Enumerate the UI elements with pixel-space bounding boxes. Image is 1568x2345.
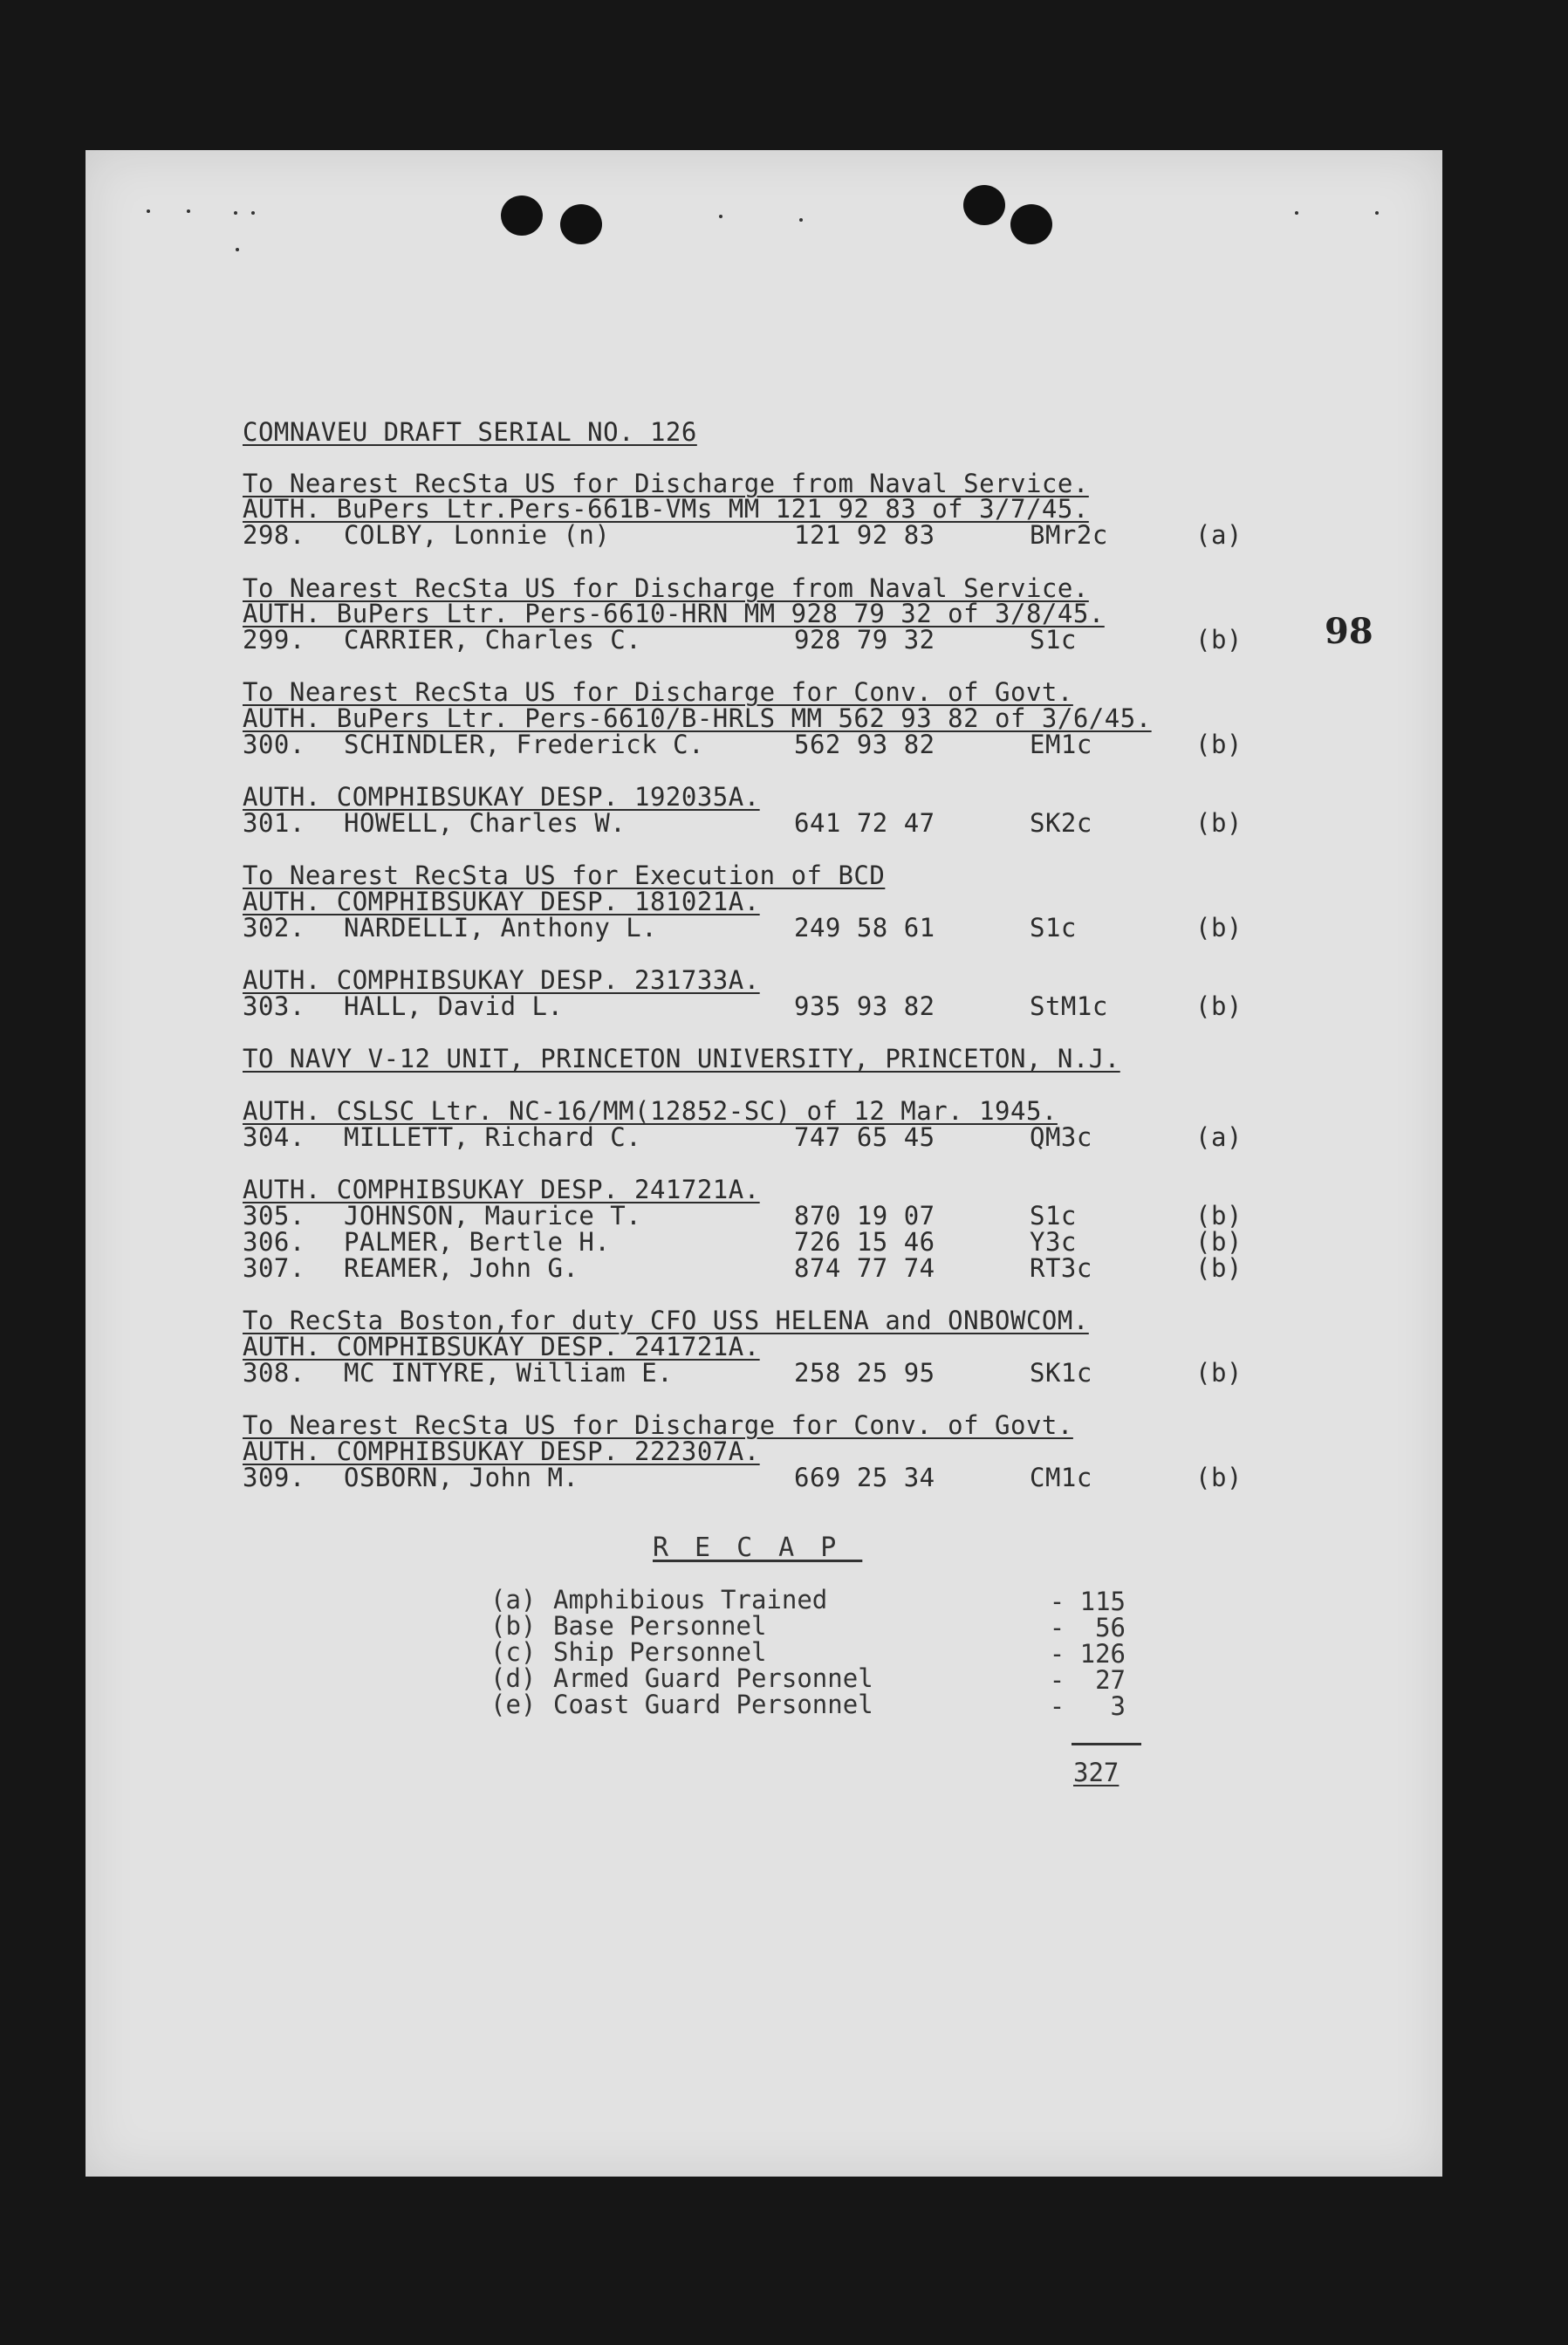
punch-hole — [501, 195, 543, 236]
recap-label: Amphibious Trained — [553, 1585, 828, 1615]
recap-label: Base Personnel — [553, 1611, 767, 1641]
section-auth: AUTH. BuPers Ltr. Pers-6610-HRN MM 928 79 32 of 3/8/45. — [243, 599, 1105, 628]
recap-label: Armed Guard Personnel — [553, 1663, 873, 1693]
punch-hole — [560, 204, 602, 244]
entry-rate: RT3c — [1030, 1253, 1092, 1283]
entry-service-number: 249 58 61 — [794, 913, 935, 943]
section-heading: To RecSta Boston,for duty CFO USS HELENA and ONBOWCOM. — [243, 1306, 1089, 1335]
section-heading: To Nearest RecSta US for Discharge from Naval Service. — [243, 573, 1089, 603]
entry-name: REAMER, John G. — [344, 1253, 579, 1283]
total-rule — [1072, 1743, 1141, 1745]
entry-class: (b) — [1195, 730, 1243, 759]
entry-name: SCHINDLER, Frederick C. — [344, 730, 705, 759]
recap-value: - 115 — [1049, 1587, 1126, 1616]
recap-code: (e) — [490, 1690, 537, 1719]
entry-class: (b) — [1195, 1253, 1243, 1283]
entry-rate: StM1c — [1030, 991, 1108, 1021]
entry-number: 305. — [243, 1201, 305, 1231]
section-heading: TO NAVY V-12 UNIT, PRINCETON UNIVERSITY, PRINCETON, N.J. — [243, 1044, 1120, 1073]
section-auth: AUTH. COMPHIBSUKAY DESP. 241721A. — [243, 1175, 760, 1204]
recap-code: (a) — [490, 1585, 537, 1615]
entry-name: HOWELL, Charles W. — [344, 808, 627, 838]
entry-name: MILLETT, Richard C. — [344, 1122, 642, 1152]
section-auth: AUTH. COMPHIBSUKAY DESP. 192035A. — [243, 782, 760, 812]
recap-total: 327 — [1073, 1758, 1120, 1787]
entry-name: OSBORN, John M. — [344, 1463, 579, 1492]
entry-service-number: 121 92 83 — [794, 520, 935, 550]
entry-service-number: 562 93 82 — [794, 730, 935, 759]
recap-label: Coast Guard Personnel — [553, 1690, 873, 1719]
document-page — [86, 150, 1442, 2177]
entry-name: COLBY, Lonnie (n) — [344, 520, 611, 550]
entry-rate: SK2c — [1030, 808, 1092, 838]
entry-service-number: 669 25 34 — [794, 1463, 935, 1492]
entry-number: 304. — [243, 1122, 305, 1152]
entry-rate: S1c — [1030, 1201, 1077, 1231]
entry-number: 298. — [243, 520, 305, 550]
entry-class: (b) — [1195, 1358, 1243, 1388]
entry-rate: QM3c — [1030, 1122, 1092, 1152]
entry-number: 300. — [243, 730, 305, 759]
entry-service-number: 870 19 07 — [794, 1201, 935, 1231]
entry-class: (b) — [1195, 991, 1243, 1021]
section-auth: AUTH. CSLSC Ltr. NC-16/MM(12852-SC) of 12 Mar. 1945. — [243, 1096, 1058, 1126]
entry-class: (b) — [1195, 1463, 1243, 1492]
entry-name: PALMER, Bertle H. — [344, 1227, 611, 1257]
section-auth: AUTH. COMPHIBSUKAY DESP. 241721A. — [243, 1332, 760, 1361]
recap-label: Ship Personnel — [553, 1637, 767, 1667]
section-auth: AUTH. COMPHIBSUKAY DESP. 181021A. — [243, 887, 760, 916]
recap-value: - 27 — [1049, 1665, 1126, 1695]
entry-name: NARDELLI, Anthony L. — [344, 913, 658, 943]
entry-number: 302. — [243, 913, 305, 943]
entry-rate: CM1c — [1030, 1463, 1092, 1492]
entry-class: (a) — [1195, 1122, 1243, 1152]
section-auth: AUTH. BuPers Ltr.Pers-661B-VMs MM 121 92 83 of 3/7/45. — [243, 494, 1089, 524]
entry-name: JOHNSON, Maurice T. — [344, 1201, 642, 1231]
entry-number: 308. — [243, 1358, 305, 1388]
entry-name: HALL, David L. — [344, 991, 564, 1021]
entry-class: (b) — [1195, 1227, 1243, 1257]
entry-class: (b) — [1195, 808, 1243, 838]
section-heading: To Nearest RecSta US for Discharge from Naval Service. — [243, 469, 1089, 498]
recap-value: - 126 — [1049, 1639, 1126, 1669]
entry-name: MC INTYRE, William E. — [344, 1358, 674, 1388]
recap-value: - 56 — [1049, 1613, 1126, 1642]
entry-rate: BMr2c — [1030, 520, 1108, 550]
entry-rate: EM1c — [1030, 730, 1092, 759]
entry-class: (a) — [1195, 520, 1243, 550]
entry-service-number: 874 77 74 — [794, 1253, 935, 1283]
entry-number: 309. — [243, 1463, 305, 1492]
section-heading: To Nearest RecSta US for Execution of BCD — [243, 861, 886, 890]
entry-rate: S1c — [1030, 625, 1077, 655]
entry-number: 306. — [243, 1227, 305, 1257]
section-auth: AUTH. COMPHIBSUKAY DESP. 231733A. — [243, 965, 760, 995]
recap-title: RECAP — [653, 1532, 863, 1563]
section-heading: To Nearest RecSta US for Discharge for Conv. of Govt. — [243, 1410, 1073, 1440]
entry-rate: SK1c — [1030, 1358, 1092, 1388]
entry-service-number: 747 65 45 — [794, 1122, 935, 1152]
entry-number: 299. — [243, 625, 305, 655]
entry-rate: S1c — [1030, 913, 1077, 943]
entry-class: (b) — [1195, 913, 1243, 943]
entry-rate: Y3c — [1030, 1227, 1077, 1257]
entry-class: (b) — [1195, 625, 1243, 655]
section-auth: AUTH. BuPers Ltr. Pers-6610/B-HRLS MM 562 93 82 of 3/6/45. — [243, 703, 1152, 733]
entry-service-number: 935 93 82 — [794, 991, 935, 1021]
entry-name: CARRIER, Charles C. — [344, 625, 642, 655]
recap-code: (c) — [490, 1637, 537, 1667]
entry-class: (b) — [1195, 1201, 1243, 1231]
document-header: COMNAVEU DRAFT SERIAL NO. 126 — [243, 417, 697, 447]
section-auth: AUTH. COMPHIBSUKAY DESP. 222307A. — [243, 1436, 760, 1466]
recap-code: (d) — [490, 1663, 537, 1693]
punch-hole — [1010, 204, 1052, 244]
punch-hole — [963, 185, 1005, 225]
entry-service-number: 726 15 46 — [794, 1227, 935, 1257]
recap-value: - 3 — [1049, 1691, 1126, 1721]
entry-number: 307. — [243, 1253, 305, 1283]
entry-service-number: 928 79 32 — [794, 625, 935, 655]
page-number: 98 — [1325, 611, 1373, 652]
recap-code: (b) — [490, 1611, 537, 1641]
entry-number: 303. — [243, 991, 305, 1021]
entry-service-number: 258 25 95 — [794, 1358, 935, 1388]
entry-number: 301. — [243, 808, 305, 838]
entry-service-number: 641 72 47 — [794, 808, 935, 838]
section-heading: To Nearest RecSta US for Discharge for Conv. of Govt. — [243, 677, 1073, 707]
